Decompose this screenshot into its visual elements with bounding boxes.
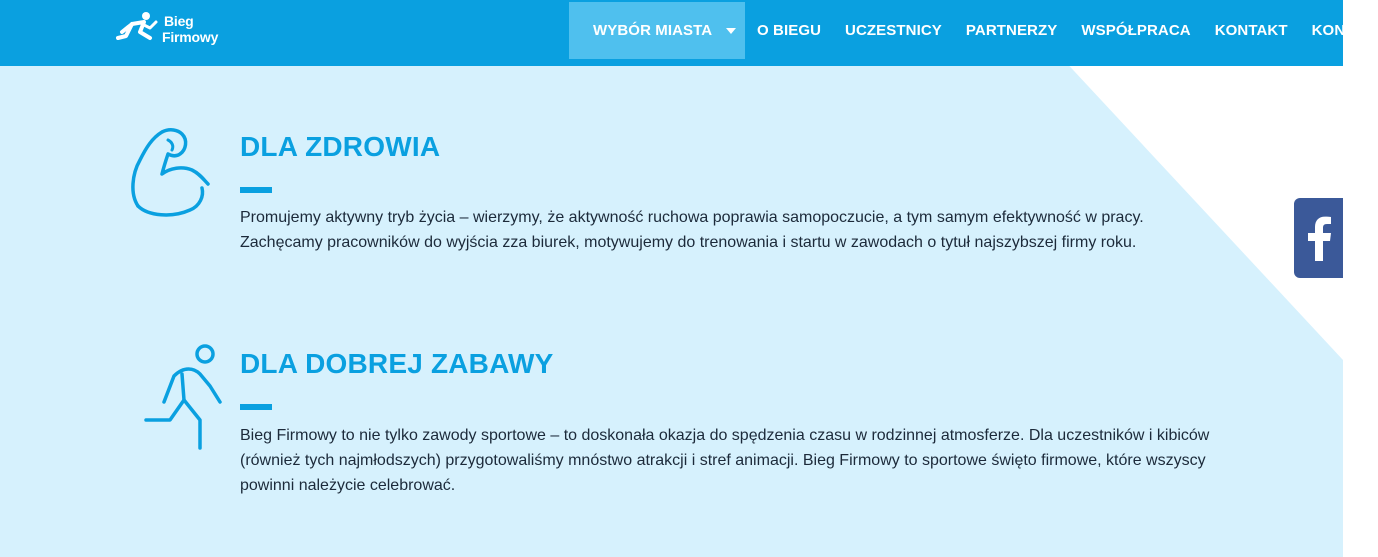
nav-item-partnerzy[interactable]	[954, 2, 1069, 59]
runner-icon	[140, 340, 230, 452]
section-title: DLA ZDROWIA	[240, 131, 441, 162]
nav-item-label: WYBÓR MIASTA	[593, 22, 713, 39]
nav-item-label: KONTO	[1311, 22, 1367, 39]
muscle-arm-icon	[128, 124, 212, 220]
nav-item-wspolpraca[interactable]	[1069, 2, 1202, 59]
section-text: Promujemy aktywny tryb życia – wierzymy, że aktywność ruchowa poprawia samopoczucie, a tym samym efektywność w pracy. Zachęcamy pracowników do wyjścia zza biurek, motywujemy do trenowania i startu w zawodach o tytuł najszybszej firmy roku.	[240, 209, 1144, 251]
chevron-down-icon	[726, 28, 736, 34]
nav-item-uczestnicy[interactable]	[833, 2, 954, 59]
nav-item-label: WSPÓŁPRACA	[1081, 22, 1191, 39]
title-underline	[240, 187, 272, 193]
runner-logo-icon	[116, 10, 164, 46]
section-title: DLA DOBREJ ZABAWY	[240, 348, 554, 379]
nav-item-konto[interactable]	[1300, 2, 1378, 59]
title-underline	[240, 404, 272, 410]
nav-item-label: UCZESTNICY	[845, 22, 942, 39]
nav-item-label: KONTAKT	[1214, 22, 1288, 39]
nav-item-o-biegu[interactable]	[745, 2, 833, 59]
nav-item-label: PARTNERZY	[965, 22, 1058, 39]
logo-text	[164, 14, 218, 44]
nav-item-wybor-miasta[interactable]	[569, 2, 745, 59]
facebook-button[interactable]	[1294, 198, 1343, 278]
logo[interactable]	[116, 10, 236, 50]
logo-text-line1: Bieg	[164, 13, 194, 29]
section-text: Bieg Firmowy to nie tylko zawody sportowe – to doskonała okazja do spędzenia czasu w rodzinnej atmosferze. Dla uczestników i kibiców (również tych najmłodszych) przygotowaliśmy mnóstwo atrakcji i stref animacji. Bieg Firmowy to sportowe święto firmowe, które wszyscy powinni należycie celebrować.	[240, 427, 1210, 494]
logo-text-line2: Firmowy	[162, 29, 219, 45]
main-nav	[569, 2, 1378, 59]
nav-item-label: O BIEGU	[757, 22, 822, 39]
facebook-icon	[1306, 215, 1332, 261]
nav-item-kontakt[interactable]	[1203, 2, 1300, 59]
top-navbar	[0, 0, 1367, 66]
